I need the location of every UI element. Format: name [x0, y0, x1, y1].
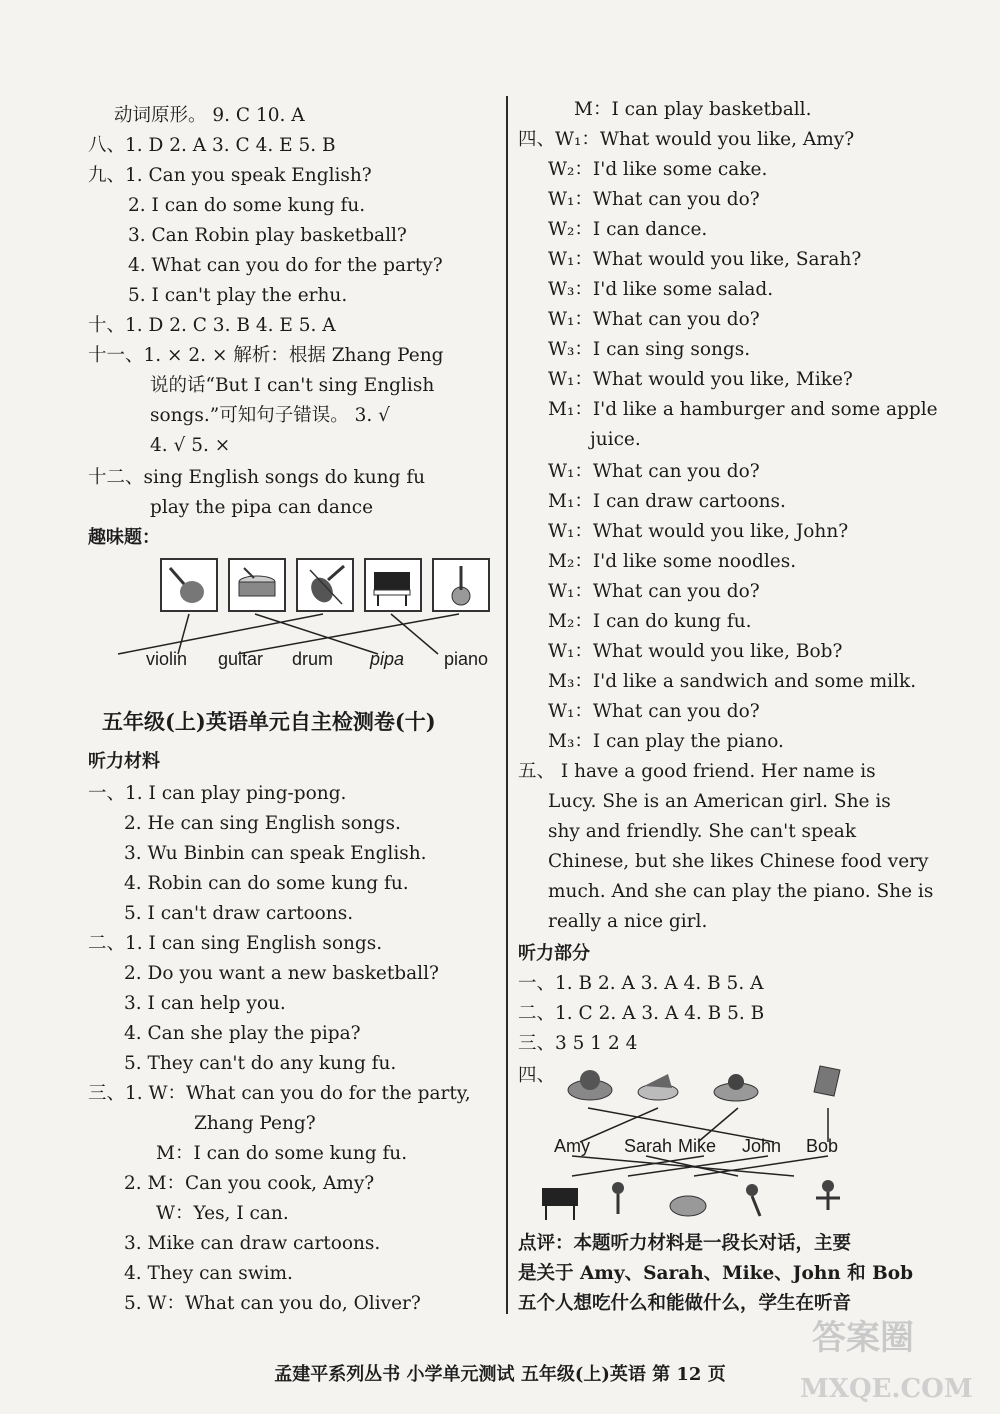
text-line: M₂：I can do kung fu.	[548, 611, 752, 632]
text-line: W₁：What would you like, John?	[548, 521, 849, 542]
column-divider	[506, 96, 508, 1314]
text-line: M：I can play basketball.	[574, 99, 812, 120]
text-line: W₁：What would you like, Sarah?	[548, 249, 862, 270]
text-line: 十一、1. × 2. × 解析：根据 Zhang Peng	[88, 345, 444, 366]
text-line: M₃：I'd like a sandwich and some milk.	[548, 671, 917, 692]
piano-image	[364, 558, 422, 612]
text-line: 动词原形。 9. C 10. A	[114, 105, 305, 126]
text-line: 四、	[518, 1065, 556, 1086]
text-line: 一、1. I can play ping-pong.	[88, 783, 347, 804]
text-line: 二、1. C 2. A 3. A 4. B 5. B	[518, 1003, 765, 1024]
label-drum: drum	[292, 649, 334, 669]
text-line: 五、 I have a good friend. Her name is	[518, 761, 876, 782]
listening-material-heading: 听力材料	[88, 751, 160, 772]
label-violin: violin	[146, 649, 188, 669]
drum-image	[228, 558, 286, 612]
label-guitar: guitar	[218, 649, 264, 669]
page-footer: 孟建平系列丛书 小学单元测试 五年级(上)英语 第 12 页	[274, 1364, 726, 1385]
watermark: 答案圈	[812, 1318, 914, 1358]
fun-question-heading: 趣味题：	[88, 527, 160, 548]
watermark-url: MXQE.COM	[800, 1374, 973, 1404]
action-images	[538, 1176, 858, 1224]
label-piano: piano	[444, 649, 489, 669]
text-line: 3. I can help you.	[124, 993, 286, 1014]
text-line: 一、1. B 2. A 3. A 4. B 5. A	[518, 973, 764, 994]
text-line: 2. M：Can you cook, Amy?	[124, 1173, 375, 1194]
text-line: 4. Can she play the pipa?	[124, 1023, 361, 1044]
text-line: 二、1. I can sing English songs.	[88, 933, 383, 954]
text-line: 3. Wu Binbin can speak English.	[124, 843, 427, 864]
label-mike: Mike	[678, 1136, 717, 1156]
text-line: 4. They can swim.	[124, 1263, 293, 1284]
text-line: play the pipa can dance	[150, 497, 374, 518]
text-line: M₁：I'd like a hamburger and some apple	[548, 399, 938, 420]
text-line: Chinese, but she likes Chinese food very	[548, 851, 929, 872]
label-john: John	[742, 1136, 782, 1156]
text-line: M₃：I can play the piano.	[548, 731, 784, 752]
label-sarah: Sarah	[624, 1136, 673, 1156]
text-line: 2. Do you want a new basketball?	[124, 963, 439, 984]
text-line: W₁：What can you do?	[548, 701, 760, 722]
label-pipa: pipa	[370, 649, 405, 669]
label-amy: Amy	[554, 1136, 590, 1156]
text-line: W₁：What can you do?	[548, 461, 760, 482]
text-line: 十、1. D 2. C 3. B 4. E 5. A	[88, 315, 336, 336]
text-line: 5. I can't draw cartoons.	[124, 903, 354, 924]
text-line: M₁：I can draw cartoons.	[548, 491, 786, 512]
listening-part-heading: 听力部分	[518, 943, 590, 964]
text-line: 4. √ 5. ×	[150, 435, 231, 456]
text-line: 2. I can do some kung fu.	[128, 195, 366, 216]
text-line: W₁：What would you like, Bob?	[548, 641, 843, 662]
text-line: 5. I can't play the erhu.	[128, 285, 348, 306]
text-line: W₁：What can you do?	[548, 309, 760, 330]
text-line: 5. W：What can you do, Oliver?	[124, 1293, 421, 1314]
pipa-image	[160, 558, 218, 612]
text-line: 3. Mike can draw cartoons.	[124, 1233, 381, 1254]
text-line: songs.”可知句子错误。 3. √	[150, 405, 390, 426]
text-line: M₂：I'd like some noodles.	[548, 551, 797, 572]
text-line: W₂：I'd like some cake.	[548, 159, 768, 180]
text-line: 3. Can Robin play basketball?	[128, 225, 407, 246]
text-line: W₃：I'd like some salad.	[548, 279, 774, 300]
food-images	[558, 1060, 858, 1108]
guitar-image	[432, 558, 490, 612]
text-line: shy and friendly. She can't speak	[548, 821, 857, 842]
text-line: 十二、sing English songs do kung fu	[88, 467, 426, 488]
text-line: 四、W₁：What would you like, Amy?	[518, 129, 855, 150]
text-line: W₁：What can you do?	[548, 189, 760, 210]
text-line: 三、3 5 1 2 4	[518, 1033, 638, 1054]
violin-image	[296, 558, 354, 612]
section-title: 五年级(上)英语单元自主检测卷(十)	[102, 709, 436, 734]
comment-line: 五个人想吃什么和能做什么，学生在听音	[518, 1293, 852, 1314]
text-line: 八、1. D 2. A 3. C 4. E 5. B	[88, 135, 336, 156]
text-line: Zhang Peng?	[194, 1113, 316, 1134]
text-line: 说的话“But I can't sing English	[150, 375, 435, 396]
text-line: W₁：What can you do?	[548, 581, 760, 602]
text-line: 4. What can you do for the party?	[128, 255, 443, 276]
text-line: really a nice girl.	[548, 911, 708, 932]
comment-line: 是关于 Amy、Sarah、Mike、John 和 Bob	[518, 1263, 914, 1284]
text-line: W₂：I can dance.	[548, 219, 708, 240]
text-line: 九、1. Can you speak English?	[88, 165, 372, 186]
text-line: juice.	[590, 429, 641, 450]
comment-line: 点评：本题听力材料是一段长对话，主要	[518, 1233, 852, 1254]
text-line: Lucy. She is an American girl. She is	[548, 791, 891, 812]
text-line: much. And she can play the piano. She is	[548, 881, 934, 902]
text-line: W₁：What would you like, Mike?	[548, 369, 853, 390]
text-line: W：Yes, I can.	[156, 1203, 289, 1224]
label-bob: Bob	[806, 1136, 839, 1156]
text-line: 三、1. W：What can you do for the party,	[88, 1083, 471, 1104]
text-line: 4. Robin can do some kung fu.	[124, 873, 409, 894]
text-line: W₃：I can sing songs.	[548, 339, 751, 360]
text-line: 5. They can't do any kung fu.	[124, 1053, 397, 1074]
text-line: M：I can do some kung fu.	[156, 1143, 408, 1164]
text-line: 2. He can sing English songs.	[124, 813, 401, 834]
